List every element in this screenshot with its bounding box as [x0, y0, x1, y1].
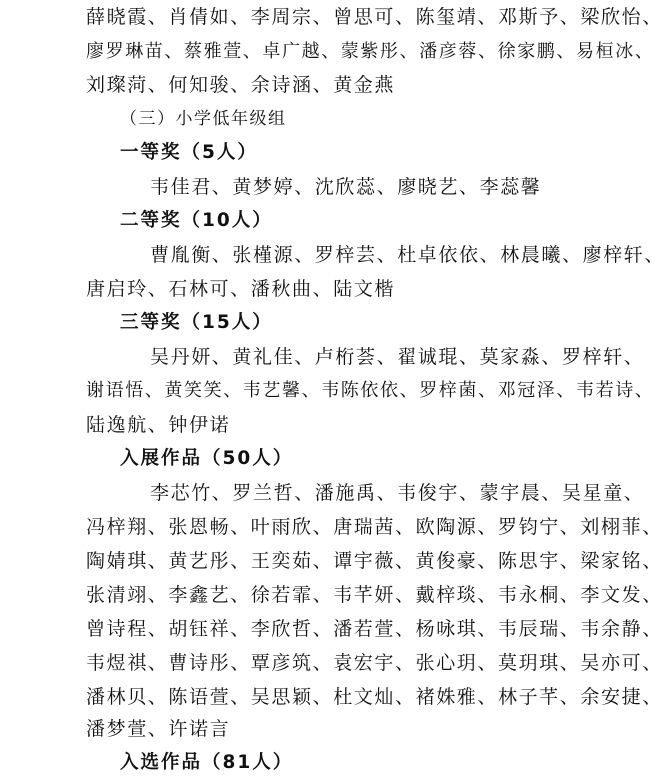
name-list-line: 潘林贝、陈语萱、吴思颖、杜文灿、褚姝雅、林子芊、余安捷、	[86, 686, 663, 708]
name-list-line: 陆逸航、钟伊诺	[86, 414, 231, 436]
name-list-line: 曹胤衡、张槿源、罗梓芸、杜卓依依、林晨曦、廖梓轩、	[150, 244, 666, 266]
name-list-line: 韦佳君、黄梦婷、沈欣蕊、廖晓艺、李蕊馨	[150, 176, 542, 198]
name-list-line: 谢语悟、黄笑笑、韦艺馨、韦陈依依、罗梓菌、邓冠泽、韦若诗、	[86, 380, 655, 401]
award-heading-second-prize: 二等奖（10人）	[120, 210, 273, 231]
name-list-line: 廖罗琳苗、蔡雅萱、卓广越、蒙紫彤、潘彦蓉、徐家鹏、易桓冰、	[86, 41, 655, 62]
name-list-line: 李芯竹、罗兰哲、潘施禹、韦俊宇、蒙宇晨、吴星童、	[150, 482, 645, 504]
award-heading-first-prize: 一等奖（5人）	[120, 142, 258, 163]
name-list-line: 刘璨菏、何知骏、余诗涵、黄金燕	[86, 74, 396, 96]
name-list-line: 薛晓霞、肖倩如、李周宗、曾思可、陈玺靖、邓斯予、梁欣怡、	[86, 6, 663, 28]
name-list-line: 潘梦萱、许诺言	[86, 718, 231, 740]
name-list-line: 韦煜祺、曹诗彤、覃彦筑、袁宏宇、张心玥、莫玥琪、吴亦可、	[86, 652, 663, 674]
name-list-line: 唐启玲、石林可、潘秋曲、陆文楷	[86, 278, 396, 300]
name-list-line: 吴丹妍、黄礼佳、卢桁荟、翟诚琨、莫家淼、罗梓轩、	[150, 346, 645, 368]
name-list-line: 曾诗程、胡钰祥、李欣哲、潘若萱、杨咏琪、韦辰瑞、韦余静、	[86, 618, 663, 640]
name-list-line: 陶婧琪、黄艺彤、王奕茹、谭宇薇、黄俊豪、陈思宇、梁家铭、	[86, 550, 663, 572]
section-title: （三）小学低年级组	[120, 109, 287, 129]
award-heading-third-prize: 三等奖（15人）	[120, 312, 273, 333]
award-heading-selected: 入选作品（81人）	[120, 752, 294, 773]
award-heading-exhibition: 入展作品（50人）	[120, 448, 294, 469]
name-list-line: 张清翊、李鑫艺、徐若霏、韦芊妍、戴梓琰、韦永桐、李文发、	[86, 584, 663, 606]
name-list-line: 冯梓翔、张恩畅、叶雨欣、唐瑞茜、欧陶源、罗钧宁、刘栩菲、	[86, 516, 663, 538]
